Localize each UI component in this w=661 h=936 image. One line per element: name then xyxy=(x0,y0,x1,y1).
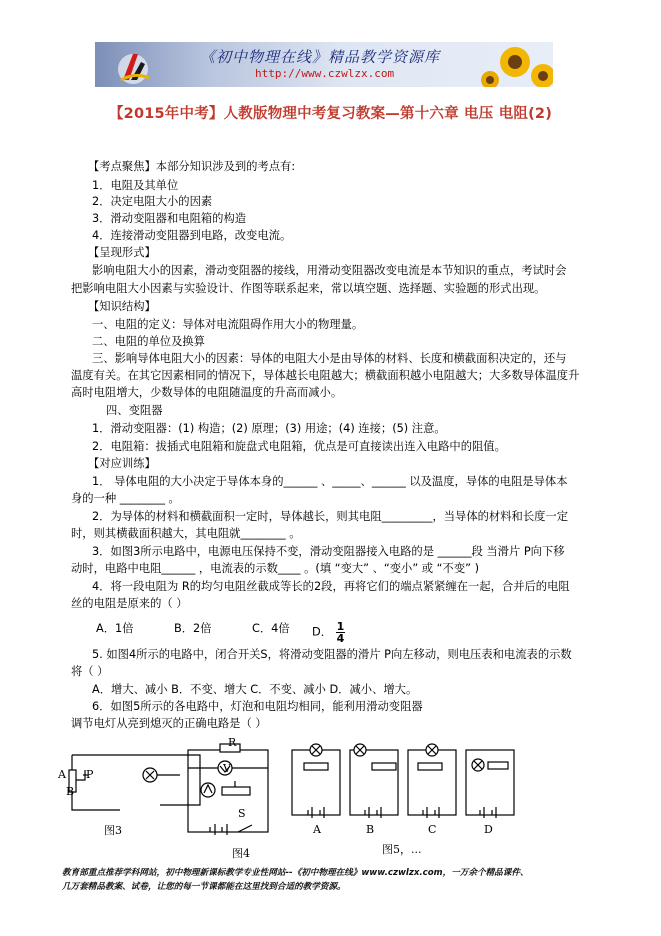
focus-item: 2．决定电阻大小的因素 xyxy=(92,195,213,208)
q4-option-b: B．2倍 xyxy=(174,622,212,635)
structure-line: 三、影响导体电阻大小的因素：导体的电阻大小是由导体的材料、长度和横截面积决定的，还与 xyxy=(92,352,567,365)
form-text: 影响电阻大小的因素，滑动变阻器的接线，用滑动变阻器改变电流是本节知识的重点，考试时会 xyxy=(92,264,567,277)
figure-5-circuit-a xyxy=(292,744,340,818)
banner-title: 《初中物理在线》精品教学资源库 xyxy=(200,48,441,66)
figure-5-circuit-c xyxy=(408,744,456,818)
structure-line: 二、电阻的单位及换算 xyxy=(92,335,205,348)
figure-4-caption: 图4 xyxy=(232,847,250,860)
fig4-label-r: R xyxy=(228,736,237,749)
focus-item: 1．电阻及其单位 xyxy=(92,179,179,192)
fig5-label-a: A xyxy=(313,823,321,836)
q4-option-c: C．4倍 xyxy=(252,622,290,635)
fraction-numerator: 1 xyxy=(336,620,345,633)
training-heading: 【对应训练】 xyxy=(88,457,156,470)
figure-3-caption: 图3 xyxy=(104,824,122,837)
fig5-label-b: B xyxy=(366,823,375,836)
question-line: 丝的电阻是原来的（ ） xyxy=(71,597,188,610)
question-line: 动时，电路中电阻______ ，电流表的示数____ 。(填 “变大” 、“变小” 或 “不变” ) xyxy=(71,562,479,575)
figure-3-circuit xyxy=(69,755,200,810)
structure-line: 一、电阻的定义：导体对电流阻碍作用大小的物理量。 xyxy=(92,318,364,331)
question-line: 2．为导体的材料和横截面积一定时，导体越长，则其电阻_________，当导体的材料和长度一定 xyxy=(92,510,569,523)
question-line: 身的一种 ________ 。 xyxy=(71,492,180,505)
q4-option-d xyxy=(312,621,345,644)
fraction xyxy=(336,621,346,644)
form-heading: 【呈现形式】 xyxy=(88,246,156,259)
fig4-label-s: S xyxy=(238,807,246,820)
figure-5-circuit-d xyxy=(466,750,514,818)
question-line: 3．如图3所示电路中，电源电压保持不变，滑动变阻器接入电路的是 ______段 当滑片 P向下移 xyxy=(92,545,565,558)
fig3-label-b: B xyxy=(66,785,75,798)
structure-line: 2．电阻箱：拔插式电阻箱和旋盘式电阻箱，优点是可直接读出连入电路中的阻值。 xyxy=(92,440,506,453)
fig5-label-c: C xyxy=(428,823,437,836)
question-line: 1． 导体电阻的大小决定于导体本身的______ 、_____、______ 以及温度，导体的电阻是导体本 xyxy=(92,475,568,488)
fig4-label-v: V xyxy=(223,762,231,775)
question-line: 6．如图5所示的各电路中，灯泡和电阻均相同，能利用滑动变阻器 xyxy=(92,700,423,713)
header-banner xyxy=(95,42,553,87)
focus-item: 4．连接滑动变阻器到电路，改变电流。 xyxy=(92,229,292,242)
page-title: 【2015年中考】人教版物理中考复习教案—第十六章 电压 电阻(2) xyxy=(108,106,553,122)
form-text: 把影响电阻大小因素与实验设计、作图等联系起来，常以填空题、选择题、实验题的形式出现。 xyxy=(71,282,546,295)
figure-5-caption: 图5，... xyxy=(382,843,422,856)
footer-line: 教育部重点推荐学科网站，初中物理新课标教学专业性网站--《初中物理在线》www.czwlzx.com，一万余个精品课件、 xyxy=(62,868,529,878)
sunflower-icon xyxy=(481,47,553,87)
q4-option-d-label: D． xyxy=(312,625,332,639)
question-line: 调节电灯从亮到熄灭的正确电路是（ ） xyxy=(71,717,267,730)
footer-line: 几万套精品教案、试卷，让您的每一节课都能在这里找到合适的教学资源。 xyxy=(62,882,346,892)
q4-option-a: A．1倍 xyxy=(96,622,134,635)
structure-line: 高时电阻增大，少数导体的电阻随温度的升高而减小。 xyxy=(71,386,343,399)
q5-options: A．增大、减小 B．不变、增大 C．不变、减小 D．减小、增大。 xyxy=(92,683,418,696)
structure-line: 1．滑动变阻器：(1) 构造；(2) 原理；(3) 用途；(4) 连接；(5) 注意。 xyxy=(92,422,446,435)
fraction-denominator: 4 xyxy=(336,632,345,645)
banner-url[interactable]: http://www.czwlzx.com xyxy=(255,67,395,80)
focus-item: 3．滑动变阻器和电阻箱的构造 xyxy=(92,212,247,225)
question-line: 5. 如图4所示的电路中，闭合开关S，将滑动变阻器的滑片 P向左移动，则电压表和电流表的示数 xyxy=(92,648,572,661)
fig5-label-d: D xyxy=(484,823,493,836)
question-line: 将（ ） xyxy=(71,665,109,678)
structure-line: 温度有关。在其它因素相同的情况下，导体越长电阻越大；横截面积越小电阻越大；大多数导体温度升 xyxy=(71,369,580,382)
circuit-figures xyxy=(60,735,530,860)
focus-heading: 【考点聚焦】本部分知识涉及到的考点有: xyxy=(88,160,296,173)
fig3-label-p: P xyxy=(86,768,94,781)
question-line: 4．将一段电阻为 R的均匀电阻丝截成等长的2段，再将它们的端点紧紧缠在一起，合并后的电阻 xyxy=(92,580,570,593)
structure-line: 四、变阻器 xyxy=(106,404,163,417)
fig3-label-a: A xyxy=(58,768,66,781)
question-line: 时，则其横截面积越大，其电阻就________ 。 xyxy=(71,527,301,540)
structure-heading: 【知识结构】 xyxy=(88,300,156,313)
logo-icon xyxy=(118,54,149,84)
figure-5-circuit-b xyxy=(350,744,398,818)
